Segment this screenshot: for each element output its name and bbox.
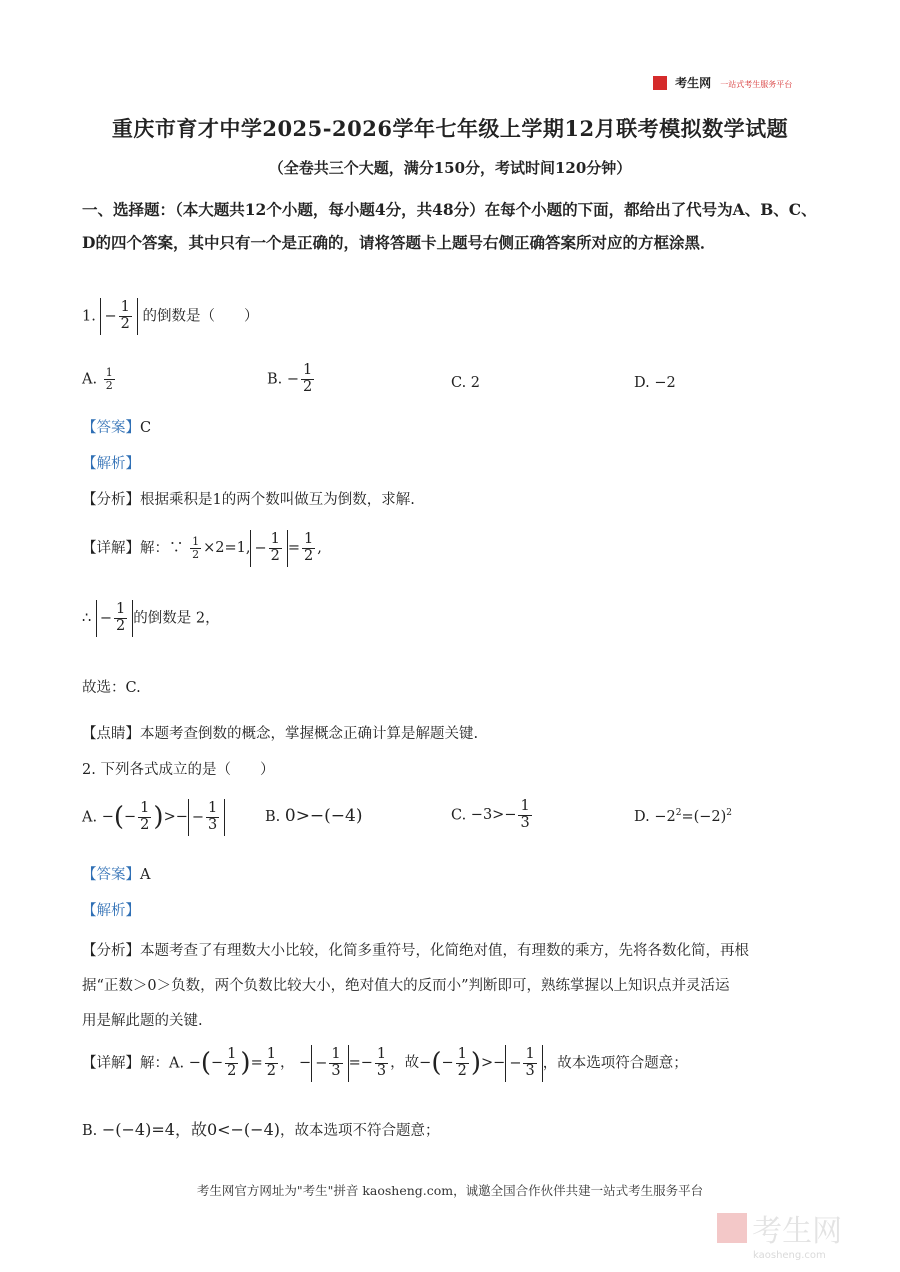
q1-option-a: A. $\frac{1}{2}$ xyxy=(82,366,113,393)
q1-dianjing xyxy=(82,722,478,743)
watermark-icon xyxy=(717,1213,747,1243)
xiangjie-label: 【详解】 xyxy=(82,540,140,557)
q1-answer xyxy=(82,416,151,437)
q1-guxuan: 故选：C. xyxy=(82,680,141,696)
answer-value: A xyxy=(140,867,151,883)
site-logo xyxy=(653,72,792,91)
therefore-symbol: ∴ xyxy=(82,610,92,627)
q1-fenxi xyxy=(82,488,415,509)
q2-option-a: A. −(− $\frac{1}{2}$ )>− − $\frac{1}{3}$ xyxy=(82,799,225,836)
option-label: A. xyxy=(82,371,98,388)
dianjing-label: 【点睛】 xyxy=(82,726,140,742)
q1-option-d xyxy=(634,375,676,391)
q2-fenxi xyxy=(82,934,822,1039)
section-heading: 一、选择题：（本大题共12个小题，每小题4分，共48分）在每个小题的下面，都给出了代号为A、B、C、D的四个答案，其中只有一个是正确的，请将答题卡上题号右侧正确答案所对应的方框涂黑． xyxy=(82,200,817,252)
xiangjie-suffix: ，故本选项符合题意； xyxy=(542,1055,688,1072)
q1-xiangjie: 【详解】解：∵ $\frac{1}{2}$ ×2=1, − $\frac{1}{2}$ = $\frac{1}{2}$ , xyxy=(82,530,322,567)
b-prefix: B. xyxy=(82,1123,98,1139)
fenxi-label: 【分析】 xyxy=(82,492,140,508)
watermark xyxy=(717,1206,842,1261)
q2-xiangjie: 【详解】解：A. −(− $\frac{1}{2}$ )= $\frac{1}{2}$ ， − − $\frac{1}{3}$ =− $\frac{1}{3}$ ，故−(− $\frac{1}{2}$ )>− − $\frac{1}{3}$ ，故本选项符合题意； xyxy=(82,1045,688,1082)
dianjing-text: 本题考查倒数的概念，掌握概念正确计算是解题关键. xyxy=(140,726,479,742)
q1-number: 1. xyxy=(82,308,96,325)
option-label: C. xyxy=(451,807,467,824)
logo-text: 考生网 xyxy=(675,76,712,90)
q2-option-b: B. 0>−(−4) xyxy=(265,806,363,826)
q2-option-c: C. −3>− $\frac{1}{3}$ xyxy=(451,798,530,831)
option-label: B. xyxy=(265,809,281,825)
xiangjie-label: 【详解】 xyxy=(82,1055,140,1072)
watermark-sub: kaosheng.com xyxy=(753,1250,826,1261)
q1-option-c: C. 2 xyxy=(451,375,481,391)
fenxi-line: 本题考查了有理数大小比较，化简多重符号，化简绝对值，有理数的乘方，先将各数化简，再根 xyxy=(140,943,749,959)
q2-answer xyxy=(82,863,150,884)
q1-abs-expr: − $\frac{1}{2}$ xyxy=(100,298,137,335)
footer-text: 考生网官方网址为"考生"拼音 kaosheng.com，诚邀全国合作伙伴共建一站式考生服务平台 xyxy=(196,1183,704,1198)
q2-b-detail: B. −(−4)=4，故0<−(−4)，故本选项不符合题意； xyxy=(82,1120,440,1139)
answer-value: C xyxy=(140,420,152,436)
option-label: B. xyxy=(267,371,283,388)
fenxi-text: 根据乘积是1的两个数叫做互为倒数，求解. xyxy=(140,492,415,508)
page-title: 重庆市育才中学2025-2026学年七年级上学期12月联考模拟数学试题 xyxy=(111,116,789,141)
page-subtitle: （全卷共三个大题，满分150分，考试时间120分钟） xyxy=(268,159,632,177)
fenxi-line: 用是解此题的关键. xyxy=(82,1013,203,1029)
q1-therefore: ∴ − $\frac{1}{2}$ 的倒数是 2， xyxy=(82,600,220,637)
logo-icon xyxy=(653,76,667,90)
b-suffix: ，故本选项不符合题意； xyxy=(280,1123,440,1139)
option-value: −2 xyxy=(654,375,676,391)
q2-option-d: D. $-2^2=(-2)^2$ xyxy=(634,808,733,825)
fenxi-line: 据“正数＞0＞负数，两个负数比较大小，绝对值大的反而小”判断即可，熟练掌握以上知识点并灵活运 xyxy=(82,978,730,994)
q1-stem xyxy=(82,298,258,335)
option-label: D. xyxy=(634,375,650,391)
option-label: D. xyxy=(634,808,650,825)
fenxi-label: 【分析】 xyxy=(82,943,140,959)
option-label: A. xyxy=(82,809,98,826)
q2-stem: 2. 下列各式成立的是（ ） xyxy=(82,762,275,778)
therefore-text: 的倒数是 2， xyxy=(133,610,220,627)
q2-jiexi: 【解析】 xyxy=(82,903,140,919)
xiangjie-prefix: 解：∵ xyxy=(140,540,184,557)
answer-label: 【答案】 xyxy=(82,420,140,436)
q1-stem-text: 的倒数是（ ） xyxy=(142,308,259,325)
logo-slogan: 一站式考生服务平台 xyxy=(720,80,793,89)
xiangjie-prefix: 解：A. xyxy=(140,1055,185,1072)
watermark-text: 考生网 xyxy=(752,1214,843,1249)
q1-option-b: B. − $\frac{1}{2}$ xyxy=(267,362,313,395)
q1-jiexi: 【解析】 xyxy=(82,456,140,472)
answer-label: 【答案】 xyxy=(82,867,140,883)
